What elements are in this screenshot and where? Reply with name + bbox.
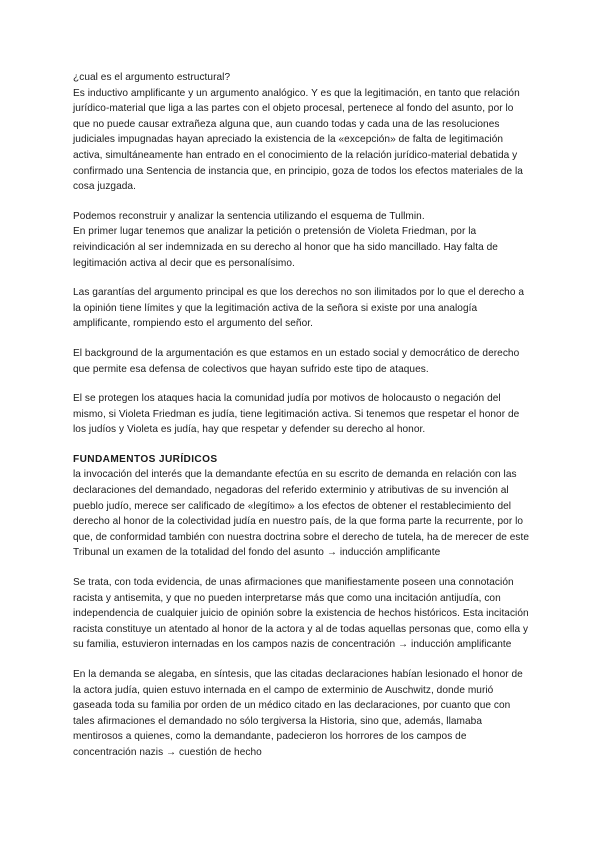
- paragraph-tullmin-intro: Podemos reconstruir y analizar la sentencia utilizando el esquema de Tullmin.: [73, 210, 425, 222]
- question-line: ¿cual es el argumento estructural?: [73, 72, 231, 83]
- paragraph-protection: El se protegen los ataques hacia la comunidad judía por motivos de holocausto o negación del mismo, si Violeta Friedman es judía, tiene legitimación activa. Si tenemos que respetar el honor de los judíos y Violeta es judía, hay que respetar y defender su derecho al honor.: [73, 393, 520, 436]
- paragraph-legal-interest: la invocación del interés que la demandante efectúa en su escrito de demanda en relación con las declaraciones del demandado, negadoras del referido exterminio y atributivas de su invención al pueblo judío, merece ser calificado de «legítimo» a los efectos de obtener el restablecimiento del derecho al honor de la colectividad judía en nuestro país, de la que forma parte la recurrente, por lo que, de conformidad también con nuestra doctrina sobre el derecho de tutela, ha de merecer de este Tribunal un examen de la totalidad del fondo del asunto → inducción amplificante: [73, 469, 530, 559]
- paragraph-background: El background de la argumentación es que estamos en un estado social y democrático de derecho que permite esa defensa de colectivos que hayan sufrido este tipo de ataques.: [73, 347, 520, 375]
- document-page: [73, 70, 531, 761]
- paragraph-structural-argument: Es inductivo amplificante y un argumento analógico. Y es que la legitimación, en tanto que relación jurídico-material que liga a las partes con el objeto procesal, pertenece al fondo del asunto, por lo que no puede causar extrañeza alguna que, aun cuando todas y cada una de las resoluciones judiciales impugnadas hayan apreciado la existencia de la «excepción» de falta de legitimación activa, simultáneamente han entrado en el conocimiento de la relación jurídico-material debatida y confirmado una Sentencia de instancia que, en principio, goza de todos los efectos materiales de la cosa juzgada.: [73, 87, 523, 193]
- paragraph-guarantees: Las garantías del argumento principal es que los derechos no son ilimitados por lo que el derecho a la opinión tiene límites y que la legitimación activa de la señora si existe por una analogía amplificante, rompiendo esto el argumento del señor.: [73, 287, 525, 330]
- paragraph-lawsuit: En la demanda se alegaba, en síntesis, que las citadas declaraciones habían lesionado el honor de la actora judía, quien estuvo internada en el campo de exterminio de Auschwitz, donde murió gaseada toda su familia por orden de un médico citado en las declaraciones, por cuanto que con tales afirmaciones el demandado no sólo tergiversa la Historia, sino que, además, llamaba mentirosos a quienes, como la demandante, padecieron los horrores de los campos de concentración nazis → cuestión de hecho: [73, 669, 523, 758]
- paragraph-petition: En primer lugar tenemos que analizar la petición o pretensión de Violeta Friedman, por la reivindicación al ser indemnizada en su derecho al honor que ha sido mancillado. Hay falta de legitimación activa al decir que es personalísimo.: [73, 226, 498, 269]
- paragraph-racist-statements: Se trata, con toda evidencia, de unas afirmaciones que manifiestamente poseen una connotación racista y antisemita, y que no pueden interpretarse más que como una incitación antijudía, con independencia de cualquier juicio de opinión sobre la existencia de hechos históricos. Esta incitación racista constituye un atentado al honor de la actora y al de todas aquellas personas que, como ella y su familia, estuvieron internadas en los campos nazis de concentración → inducción amplificante: [73, 577, 529, 651]
- section-heading: FUNDAMENTOS JURÍDICOS: [73, 453, 218, 465]
